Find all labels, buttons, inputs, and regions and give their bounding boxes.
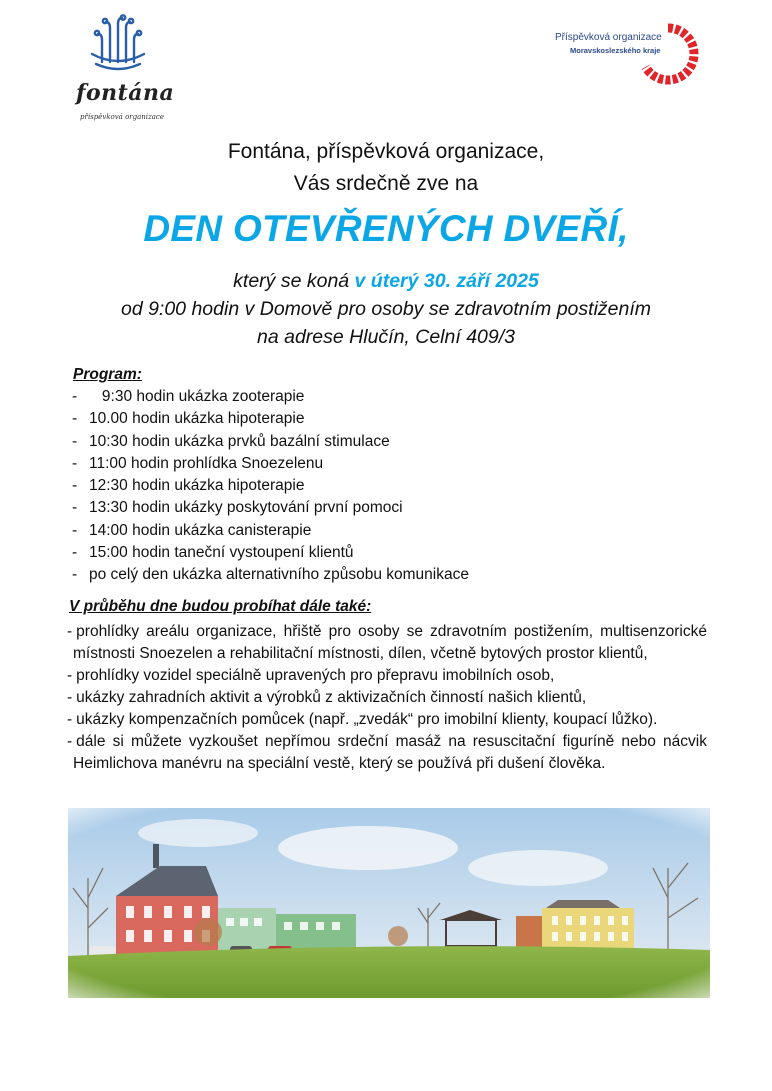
program-item: - 14:00 hodin ukázka canisterapie [72,521,312,539]
program-item: - 12:30 hodin ukázka hipoterapie [72,477,305,495]
event-date-prefix: který se koná [233,270,355,292]
program-item: - 9:30 hodin ukázka zooterapie [72,388,305,405]
event-date-line [0,270,772,293]
event-date: v úterý 30. září 2025 [354,270,539,292]
program-item: - 15:00 hodin taneční vystoupení klientů [72,544,354,562]
additional-item: - ukázky zahradních aktivit a výrobků z aktivizačních činností našich klientů, [67,689,587,706]
intro-line-1: Fontána, příspěvková organizace, [227,140,545,163]
program-item: - 10:30 hodin ukázka prvků bazální stimulace [72,432,390,450]
ring-icon [636,22,700,86]
program-item: - 13:30 hodin ukázky poskytování první pomoci [72,499,403,517]
additional-item: - dále si můžete vyzkoušet nepřímou srdeční masáž na resuscitační figuríně nebo nácvik Heimlichova manévru na speciální vestě, který se používá při dušení člověka. [67,733,707,772]
event-time-place: od 9:00 hodin v Domově pro osoby se zdravotním postižením [120,298,652,320]
program-item: - 11:00 hodin prohlídka Snoezelenu [72,454,324,472]
intro-line-2: Vás srdečně zve na [293,172,479,195]
program-list [72,386,632,587]
additional-item: - prohlídky vozidel speciálně upravených pro přepravu imobilních osob, [67,667,555,684]
event-headline: DEN OTEVŘENÝCH DVEŘÍ, [143,208,629,249]
program-title: Program: [73,366,142,383]
fountain-icon [76,14,168,78]
additional-title: V průběhu dne budou probíhat dále také: [69,598,372,615]
program-item: - 10.00 hodin ukázka hipoterapie [72,410,305,428]
additional-item: - ukázky kompenzačních pomůcek (např. „zvedák“ pro imobilní klienty, koupací lůžko). [67,711,658,728]
campus-illustration [68,808,710,998]
brand-name: fontána [76,80,175,106]
program-item: - po celý den ukázka alternativního způsobu komunikace [72,566,469,584]
msk-logo-line2: Moravskoslezského kraje [570,46,661,55]
msk-logo [552,20,702,86]
additional-list [67,621,707,775]
event-address: na adrese Hlučín, Celní 409/3 [257,326,515,348]
additional-item: - prohlídky areálu organizace, hřiště pro osoby se zdravotním postižením, multisenzorické místnosti Snoezelen a rehabilitační místnosti, dílen, včetně bytových prostor klientů, [67,623,707,662]
fontana-logo [76,14,176,120]
campus-photo [68,808,710,998]
msk-logo-line1: Příspěvková organizace [555,32,662,43]
brand-subtitle: příspěvková organizace [80,113,164,121]
